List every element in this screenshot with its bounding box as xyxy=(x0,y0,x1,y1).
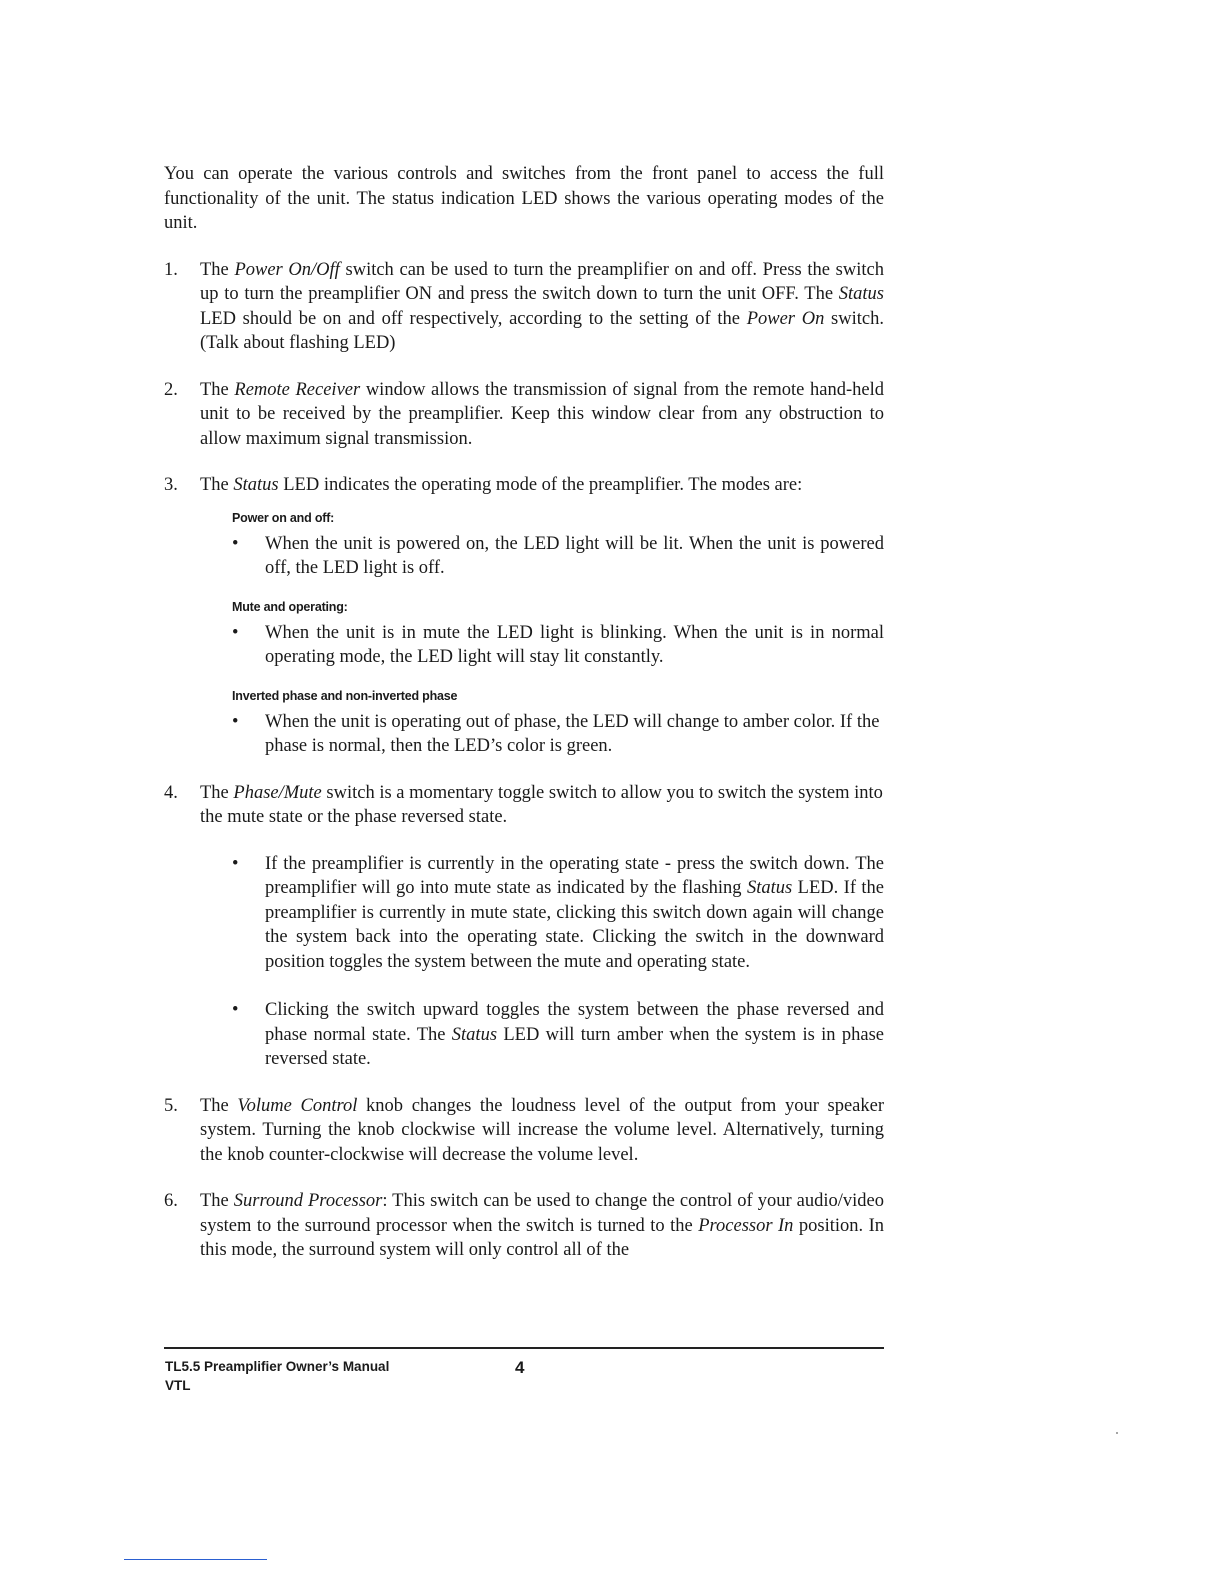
item-text: The Surround Processor: This switch can be used to change the control of your audio/video system to the surround processor when the switch is turned to the Processor In position. In this mode, the surround system will only control all of the xyxy=(200,1191,885,1260)
bullet-icon: • xyxy=(232,622,239,643)
mode-bullet xyxy=(200,621,884,670)
bullet-icon: • xyxy=(232,853,239,874)
mode-text: When the unit is powered on, the LED light will be lit. When the unit is powered off, the LED light is off. xyxy=(265,533,884,578)
list-item-4 xyxy=(164,781,884,1072)
list-item-6 xyxy=(164,1189,884,1263)
footer-info xyxy=(165,1357,389,1395)
brand-name: VTL xyxy=(165,1378,191,1393)
scan-artifact-line xyxy=(124,1559,267,1560)
page-number: 4 xyxy=(515,1358,525,1377)
mode-text: When the unit is in mute the LED light is blinking. When the unit is in normal operating mode, the LED light will stay lit constantly. xyxy=(265,622,884,667)
list-item-1 xyxy=(164,258,884,356)
bullet-icon: • xyxy=(232,711,239,732)
item-text: The Volume Control knob changes the loudness level of the output from your speaker system. Turning the knob clockwise will increase the volume level. Alternatively, turning the knob counter-clockwise will decrease the volume level. xyxy=(200,1095,885,1165)
mode-bullet xyxy=(200,710,884,759)
item-number: 2. xyxy=(164,379,178,400)
item-number: 3. xyxy=(164,475,178,495)
item-text: The Remote Receiver window allows the transmission of signal from the remote hand-held unit to be received by the preamplifier. Keep this window clear from any obstruction to allow maximum signal transmission. xyxy=(200,379,884,449)
item-text: The Phase/Mute switch is a momentary toggle switch to allow you to switch the system into the mute state or the phase reversed state. xyxy=(200,782,883,827)
item-number: 5. xyxy=(164,1095,178,1116)
page-body xyxy=(164,162,884,1263)
bullet-text: Clicking the switch upward toggles the system between the phase reversed and phase normal state. The Status LED will turn amber when the system is in phase reversed state. xyxy=(265,1000,884,1069)
item-number: 6. xyxy=(164,1191,178,1211)
item-number: 1. xyxy=(164,259,178,280)
mode-heading: Mute and operating: xyxy=(232,599,348,614)
led-modes xyxy=(200,510,884,759)
item-text: The Status LED indicates the operating mode of the preamplifier. The modes are: xyxy=(200,475,803,495)
scan-speck xyxy=(1116,1432,1118,1434)
bullet-icon: • xyxy=(232,533,239,554)
list-item-2 xyxy=(164,378,884,452)
phase-bullet xyxy=(200,998,884,1072)
bullet-text: If the preamplifier is currently in the operating state - press the switch down. The preamplifier will go into mute state as indicated by the flashing Status LED. If the preamplifier is currently in mute state, clicking this switch down again will change the system back into the operating state. Clicking the switch in the downward position toggles the system between the mute and operating state. xyxy=(265,853,885,972)
item-number: 4. xyxy=(164,782,178,803)
phase-mute-bullets xyxy=(200,852,884,1072)
manual-title: TL5.5 Preamplifier Owner’s Manual xyxy=(165,1359,390,1374)
item-text: The Power On/Off switch can be used to turn the preamplifier on and off. Press the switch up to turn the preamplifier ON and press the switch down to turn the unit OFF. The Status LED should be on and off respectively, according to the setting of the Power On switch. (Talk about flashing LED) xyxy=(200,259,884,353)
list-item-3 xyxy=(164,473,884,759)
mute-bullet xyxy=(200,852,884,975)
mode-heading: Inverted phase and non-inverted phase xyxy=(232,688,458,703)
mode-bullet xyxy=(200,532,884,581)
mode-text: When the unit is operating out of phase, the LED will change to amber color. If the phase is normal, then the LED’s color is green. xyxy=(265,711,880,756)
bullet-icon: • xyxy=(232,1000,239,1020)
intro-paragraph: You can operate the various controls and switches from the front panel to access the full functionality of the unit. The status indication LED shows the various operating modes of the unit. xyxy=(164,164,884,233)
mode-heading: Power on and off: xyxy=(232,510,335,525)
list-item-5 xyxy=(164,1094,884,1168)
footer-divider xyxy=(164,1347,884,1349)
